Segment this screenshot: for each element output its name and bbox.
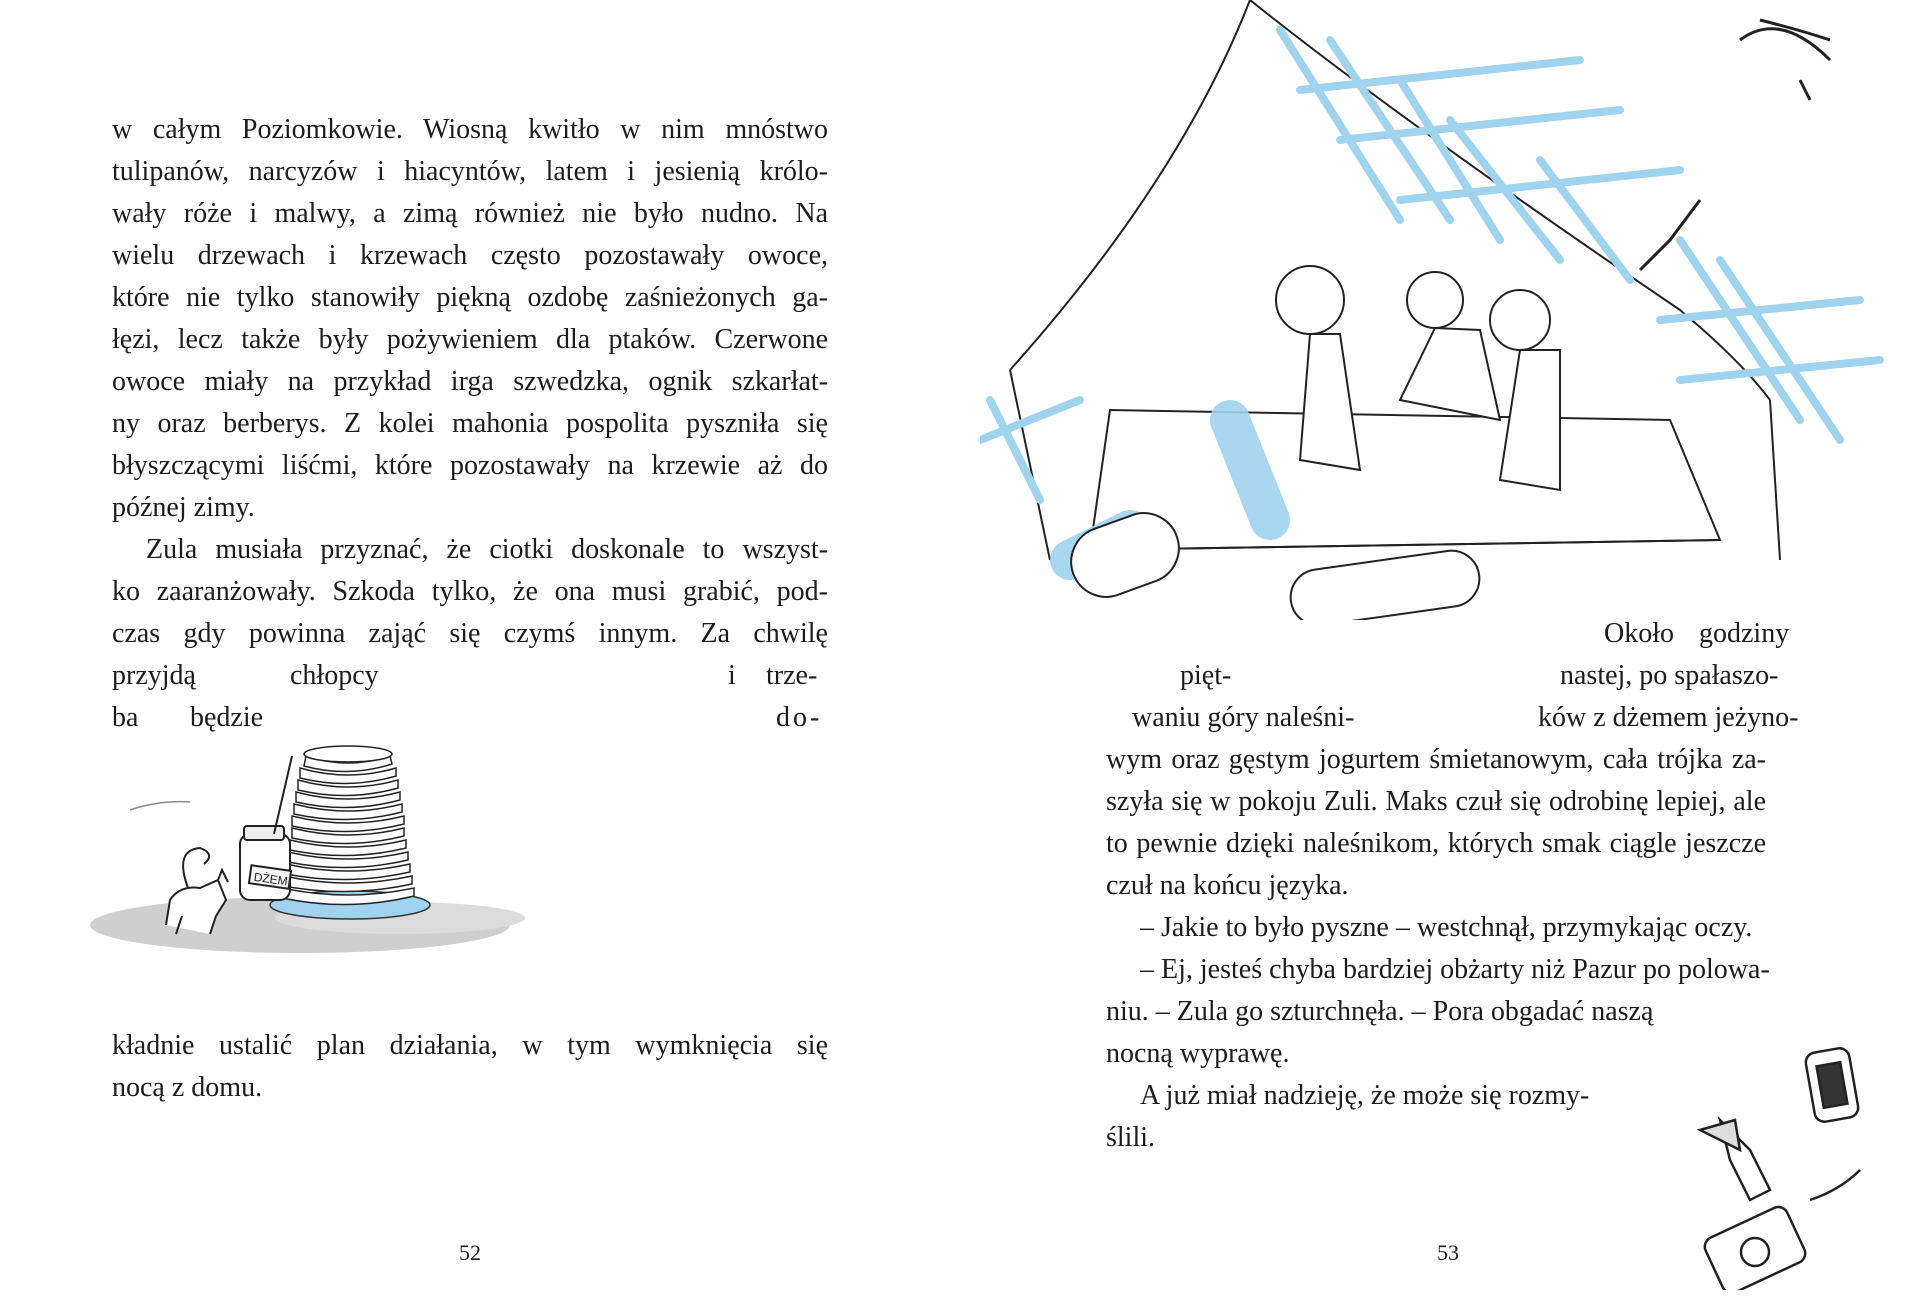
text-line: owoce miały na przykład irga szwedzka, ognik szkarłat- (112, 366, 828, 397)
page-number: 52 (459, 1240, 481, 1265)
text-line: które nie tylko stanowiły piękną ozdobę zaśnieżonych ga- (112, 282, 828, 313)
text-word: i (728, 660, 736, 691)
text-line: błyszczącymi liśćmi, które pozostawały na krzewie aż do (112, 450, 828, 481)
text-line: A już miał nadzieję, że może się rozmy- (1140, 1080, 1590, 1111)
text-word: waniu góry naleśni- (1132, 702, 1355, 733)
text-word: będzie (190, 702, 264, 733)
text-line: Około godziny (1604, 618, 1790, 649)
text-line: w całym Poziomkowie. Wiosną kwitło w nim mnóstwo (112, 114, 828, 145)
text-line: późnej zimy. (112, 492, 255, 523)
text-word: przyjdą (112, 660, 196, 691)
text-line: łęzi, lecz także były pożywieniem dla ptaków. Czerwone (112, 324, 828, 355)
text-line: nocną wyprawę. (1106, 1038, 1290, 1069)
text-line: kładnie ustalić plan działania, w tym wymknięcia się (112, 1030, 828, 1061)
text-line: wały róże i malwy, a zimą również nie było nudno. Na (112, 198, 828, 229)
text-line: wielu drzewach i krzewach często pozostawały owoce, (112, 240, 828, 271)
text-line: Zula musiała przyznać, że ciotki doskonale to wszyst- (146, 534, 828, 565)
text-line: czuł na końcu języka. (1106, 870, 1349, 901)
text-line: szyła się w pokoju Zuli. Maks czuł się odrobinę lepiej, ale (1106, 786, 1766, 817)
blanket-tent-illustration (980, 0, 1900, 620)
pancakes-jam-illustration (70, 720, 610, 970)
text-word: ków z dżemem jeżyno- (1538, 702, 1799, 733)
text-line: tulipanów, narcyzów i hiacyntów, latem i jesienią królo- (112, 156, 828, 187)
page-number: 53 (1437, 1240, 1459, 1265)
text-word: nastej, po spałaszo- (1560, 660, 1779, 691)
text-word: do- (776, 702, 823, 733)
text-line: ko zaaranżowały. Szkoda tylko, że ona musi grabić, pod- (112, 576, 828, 607)
text-word: pięt- (1180, 660, 1232, 691)
text-line: to pewnie dzięki naleśnikom, których smak ciągle jeszcze (1106, 828, 1766, 859)
right-page (960, 0, 1920, 1302)
text-word: trze- (766, 660, 818, 691)
text-line: czas gdy powinna zająć się czymś innym. Za chwilę (112, 618, 828, 649)
text-line: ślili. (1106, 1122, 1156, 1153)
text-line: nocą z domu. (112, 1072, 263, 1103)
text-line: niu. – Zula go szturchnęła. – Pora obgadać naszą (1106, 996, 1654, 1027)
text-word: chłopcy (290, 660, 379, 691)
text-word: ba (112, 702, 139, 733)
text-line: ny oraz berberys. Z kolei mahonia pospolita pyszniła się (112, 408, 828, 439)
jar-label: DŻEM (252, 869, 289, 889)
camping-props-illustration (1690, 1040, 1870, 1290)
text-line: – Jakie to było pyszne – westchnął, przymykając oczy. (1140, 912, 1753, 943)
text-line: – Ej, jesteś chyba bardziej obżarty niż Pazur po polowa- (1140, 954, 1770, 985)
text-line: wym oraz gęstym jogurtem śmietanowym, cała trójka za- (1106, 744, 1766, 775)
